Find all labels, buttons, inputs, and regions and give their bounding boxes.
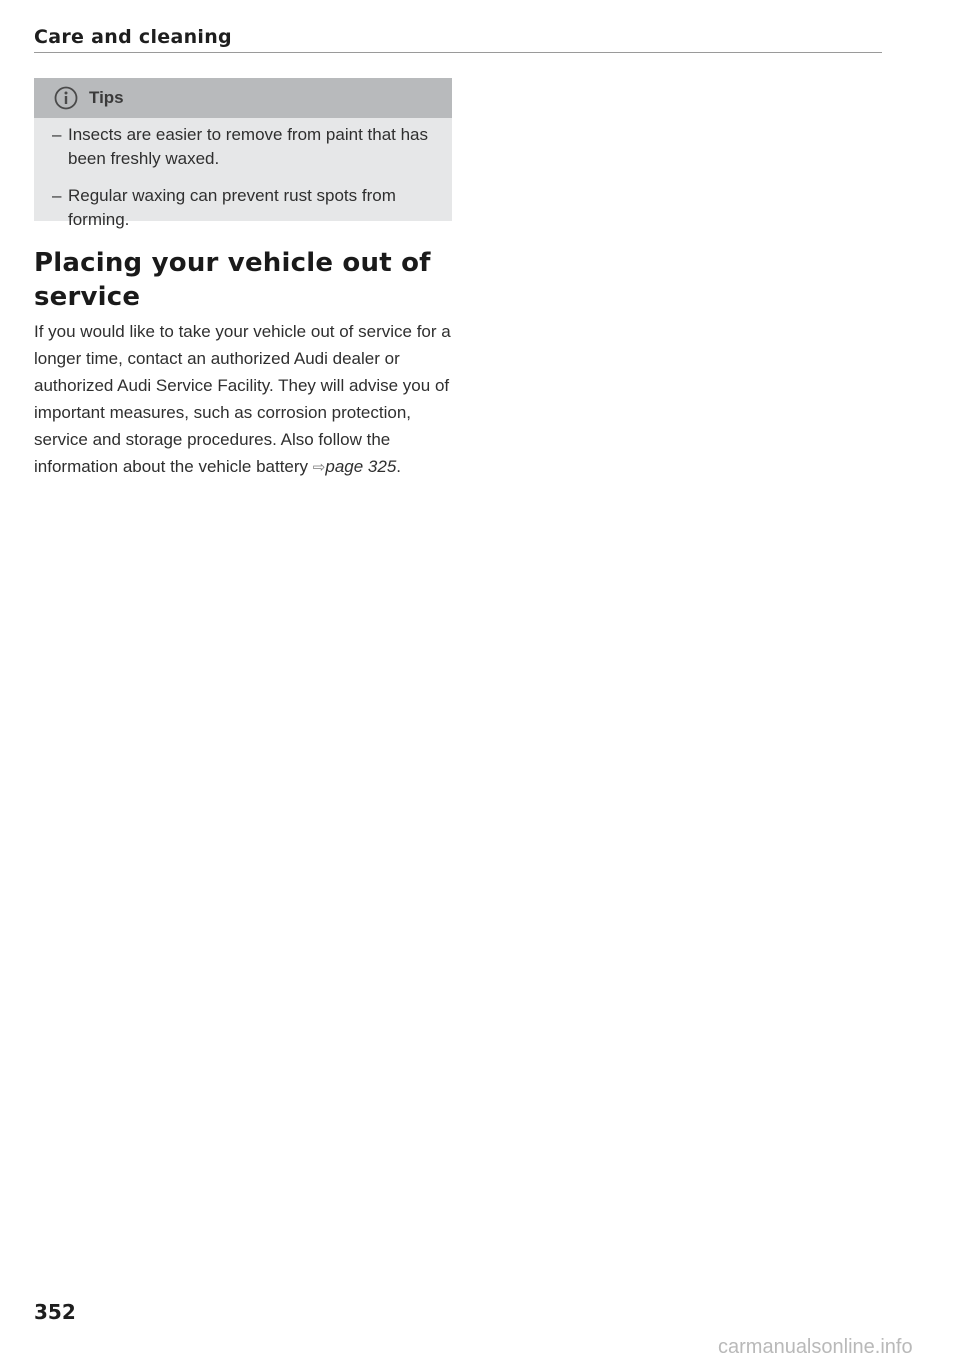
tips-item: – Insects are easier to remove from paint that has been freshly waxed. [34,123,452,171]
header-divider [34,52,882,53]
section-body [34,318,454,481]
page-number: 352 [34,1300,76,1324]
tips-list [34,123,452,245]
tips-title: Tips [89,88,124,107]
sentence-end: . [396,457,402,476]
section-body-text: If you would like to take your vehicle out of service for a longer time, contact an authorized Audi dealer or authorized Audi Service Facility. They will advise you of important measures, such as corrosion protection, service and storage procedures. Also follow the information about the vehicle battery [34,322,451,476]
tips-item: – Regular waxing can prevent rust spots from forming. [34,184,452,232]
running-header: Care and cleaning [34,26,232,48]
tips-header [34,78,452,118]
arrow-right-icon: ⇨ [312,459,326,476]
tips-box [34,78,452,229]
info-icon [54,86,78,110]
page-reference-link[interactable]: page 325 [325,457,397,476]
section-heading: Placing your vehicle out of service [34,248,431,312]
watermark: carmanualsonline.info [718,1336,913,1358]
